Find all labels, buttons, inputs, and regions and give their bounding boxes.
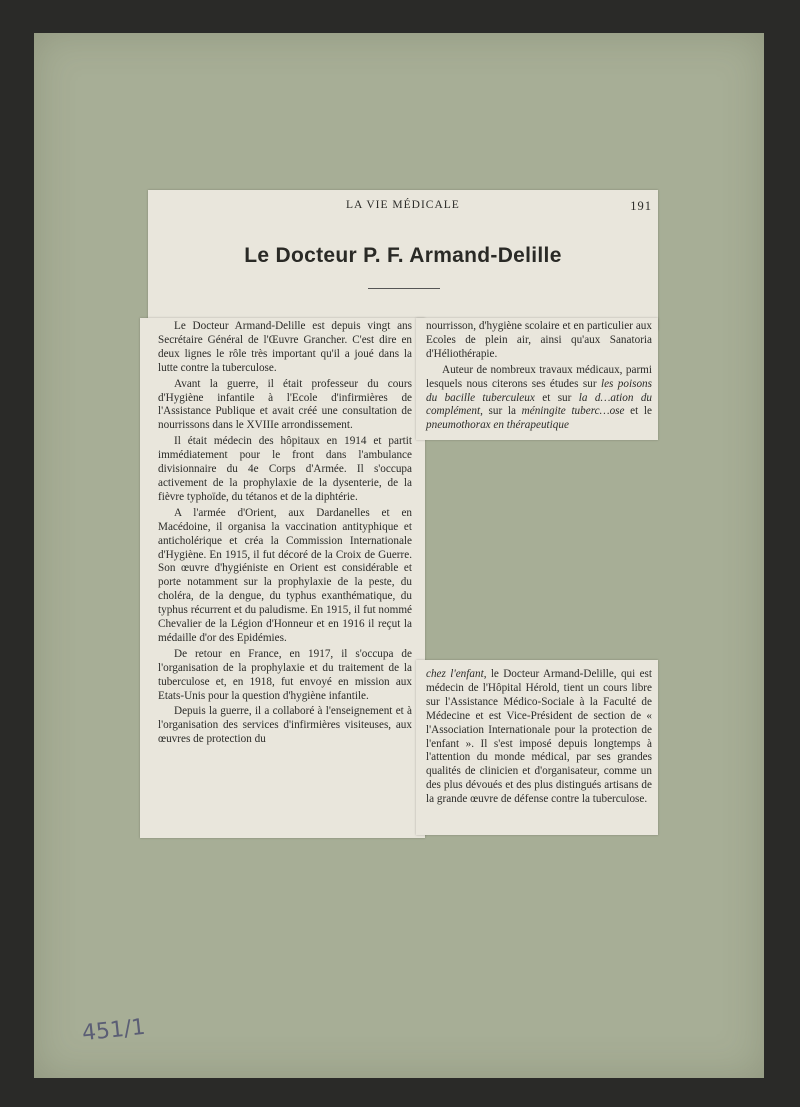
- clipping-right-bottom: [416, 660, 658, 835]
- italic-title: les poisons du bacille tuberculeux: [426, 377, 652, 404]
- text-run: et le: [630, 405, 652, 418]
- paragraph: [426, 364, 652, 434]
- right-column-bottom-text: [426, 668, 652, 807]
- paragraph: Avant la guerre, il était professeur du cours d'Hygiène infantile à l'Ecole d'infirmières de l'Assistance Publique et avait créé une consultation de nourrissons dans le XVIIIe arrondissement.: [158, 377, 412, 432]
- text-run: , sur la: [480, 405, 516, 418]
- italic-phrase: chez l'enfant: [426, 668, 484, 680]
- text-run: et sur: [542, 391, 572, 404]
- text-run: Auteur de nombreux travaux médicaux, parmi lesquels nous citerons ses études sur: [426, 363, 652, 390]
- journal-name: LA VIE MÉDICALE: [346, 199, 460, 211]
- text-run: , le Docteur Armand-Delille, qui est médecin de l'Hôpital Hérold, tient un cours libre sur l'Assistance Médico-Sociale à la Faculté de Médecine et est Vice-Président de section de « l'Association Internationale pour la protection de l'enfant ». Il s'est imposé depuis longtemps à l'attention du monde médical, par ses grandes qualités de clinicien et d'organisateur, comme un des plus dévoués et des plus distingués artisans de la grande œuvre de défense contre la tuberculose.: [426, 668, 653, 806]
- title-divider: [368, 288, 440, 289]
- paragraph: Depuis la guerre, il a collaboré à l'enseignement et à l'organisation des services d'infirmières visiteuses, aux œuvres de protection du: [158, 705, 412, 746]
- clipping-right-top: [416, 318, 658, 440]
- clipping-left-column: [140, 318, 425, 838]
- italic-title: pneumothorax en thérapeutique: [426, 419, 569, 432]
- mounting-board: [34, 33, 764, 1078]
- italic-title: méningite tuberc…ose: [521, 405, 625, 418]
- handwritten-annotation: 451/1: [80, 1014, 147, 1047]
- italic-title: la d…ation du complément: [426, 391, 653, 418]
- paragraph: [426, 668, 652, 807]
- left-column-text: [158, 320, 412, 747]
- article-title: Le Docteur P. F. Armand-Delille: [244, 244, 562, 267]
- right-column-top-text: [426, 320, 652, 433]
- paragraph: A l'armée d'Orient, aux Dardanelles et en Macédoine, il organisa la vaccination antityphique et anticholérique et créa la Commission Internationale d'Hygiène. En 1915, il fut décoré de la Croix de Guerre. Son œuvre d'hygiéniste en Orient est considérable et porte notamment sur la prophylaxie de la peste, du choléra, de la dengue, du typhus exanthématique, du typhus récurrent et du paludisme. En 1915, il fut nommé Chevalier de la Légion d'Honneur et en 1916 il reçut la médaille d'or des Epidémies.: [158, 506, 412, 644]
- paragraph: nourrisson, d'hygiène scolaire et en particulier aux Ecoles de plein air, ainsi qu'aux Sanatoria d'Héliothérapie.: [426, 320, 652, 360]
- clipping-header: [148, 190, 658, 330]
- paragraph: Le Docteur Armand-Delille est depuis vingt ans Secrétaire Général de l'Œuvre Grancher. C'est dire en deux lignes le rôle très important qu'il a joué dans la lutte contre la tuberculose.: [158, 320, 412, 374]
- paragraph: De retour en France, en 1917, il s'occupa de l'organisation de la prophylaxie et du traitement de la tuberculose et, en 1918, fut envoyé en mission aux Etats-Unis pour la question d'hygiène infantile.: [158, 647, 412, 702]
- paragraph: Il était médecin des hôpitaux en 1914 et partit immédiatement pour le front dans l'ambulance divisionnaire du 4e Corps d'Armée. Il s'occupa activement de la prophylaxie de la dysenterie, de la fièvre typhoïde, du tétanos et de la diphtérie.: [158, 435, 412, 503]
- page-number: 191: [630, 199, 652, 213]
- running-head: [148, 190, 658, 213]
